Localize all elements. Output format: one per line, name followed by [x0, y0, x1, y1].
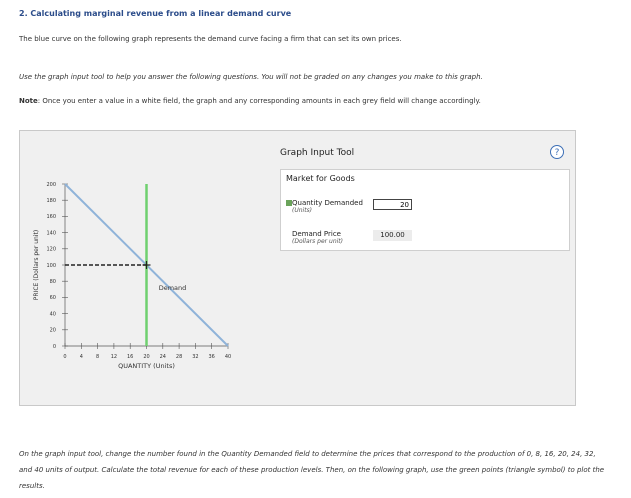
demand-label: Demand [158, 284, 187, 293]
y-tick-label: 20 [49, 327, 56, 334]
x-tick-label: 36 [208, 354, 215, 360]
bottom-instructions: On the graph input tool, change the number found in the Quantity Demanded field to determine the prices that correspond to the production of 0, 8, 16, 20, 24, 32, and 40 units of output. Calculate the total revenue for each of these production levels. Then, on the following graph, use the green points (triangle symbol) to plot the results. [19, 450, 605, 490]
x-tick-label: 20 [143, 354, 150, 360]
y-tick-label: 180 [46, 198, 56, 204]
x-tick-label: 4 [79, 354, 83, 360]
x-tick-label: 40 [224, 354, 232, 360]
question-heading: 2. Calculating marginal revenue from a linear demand curve [19, 9, 292, 18]
instructions-text: Use the graph input tool to help you answer the following questions. You will not be graded on any changes you make to this graph. [19, 73, 483, 81]
x-tick-label: 0 [63, 354, 67, 360]
y-tick-label: 160 [46, 214, 56, 221]
x-tick-label: 16 [127, 354, 134, 360]
y-tick-label: 40 [49, 311, 56, 318]
y-tick-label: 0 [52, 343, 56, 350]
help-icon[interactable]: ? [550, 145, 564, 159]
market-title: Market for Goods [286, 174, 355, 183]
y-tick-label: 60 [49, 295, 56, 302]
note-body: : Once you enter a value in a white field, the graph and any corresponding amounts in each grey field will change accordingly. [37, 97, 481, 105]
quantity-unit: (Units) [292, 207, 313, 214]
y-tick-label: 200 [46, 181, 56, 188]
x-tick-label: 8 [96, 354, 100, 360]
note-label: Note [19, 97, 38, 105]
demand-price-label [292, 230, 343, 246]
x-tick-label: 12 [110, 354, 118, 360]
x-tick-label: 28 [175, 354, 183, 360]
price-unit: (Dollars per unit) [292, 238, 343, 245]
graph-input-tool-title: Graph Input Tool [280, 148, 355, 158]
intro-text: The blue curve on the following graph represents the demand curve facing a firm that can set its own prices. [19, 35, 402, 43]
quantity-label-text: Quantity Demanded [292, 199, 363, 207]
x-tick-label: 32 [192, 354, 199, 360]
y-axis-label: PRICE (Dollars per unit) [33, 229, 40, 301]
demand-price-value: 100.00 [373, 230, 412, 241]
quantity-demanded-label [292, 199, 363, 215]
y-tick-label: 80 [49, 279, 56, 285]
y-tick-label: 120 [46, 246, 56, 253]
y-tick-label: 100 [46, 262, 56, 269]
x-axis-label: QUANTITY (Units) [118, 362, 175, 370]
quantity-demanded-input[interactable] [373, 199, 412, 210]
price-label-text: Demand Price [292, 230, 341, 238]
y-tick-label: 140 [46, 230, 56, 237]
x-tick-label: 24 [159, 354, 166, 360]
